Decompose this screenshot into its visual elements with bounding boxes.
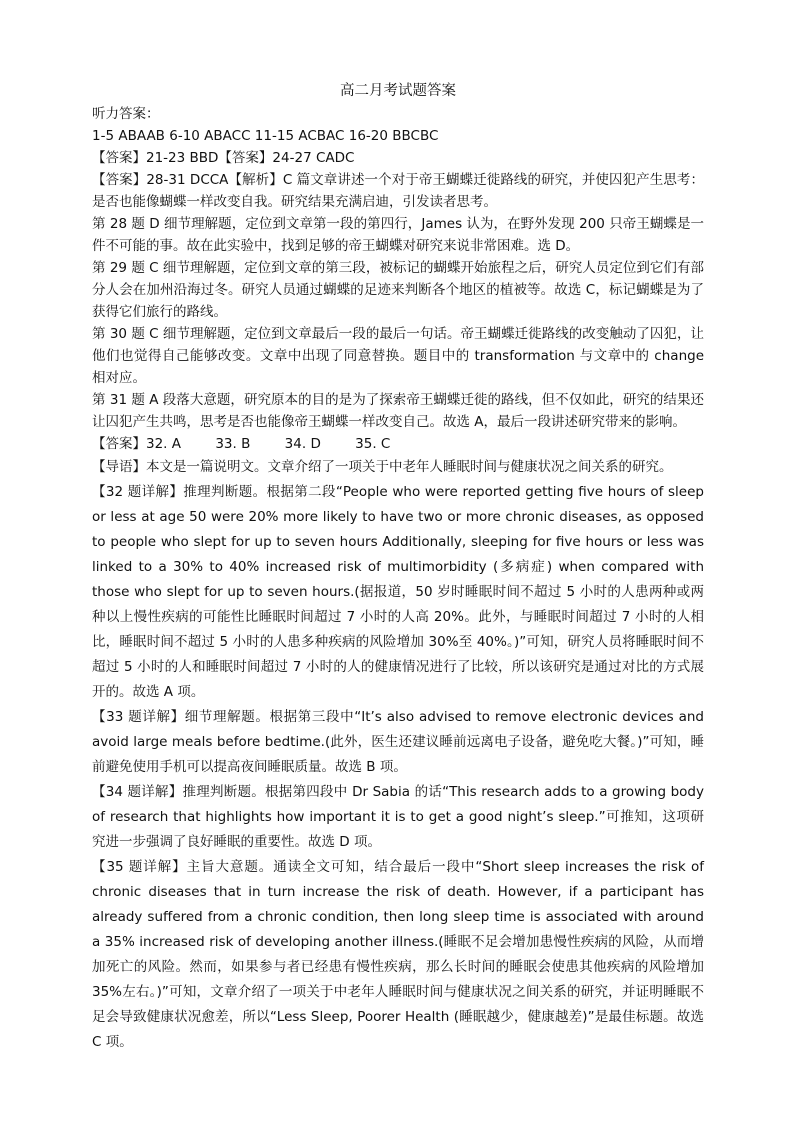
explanation-q29: 第 29 题 C 细节理解题，定位到文章的第三段，被标记的蝴蝶开始旅程之后，研究人员定位到它们有部分人会在加州沿海过冬。研究人员通过蝴蝶的足迹来判断各个地区的植被等。故选 C，标记蝴蝶是为了获得它们旅行的路线。 <box>92 260 704 320</box>
explanation-q35: 【35 题详解】主旨大意题。通读全文可知，结合最后一段中“Short sleep increases the risk of chronic diseases that in turn increase the risk of death. However, if a participant has already suffered from a chronic condition, then long sleep time is associated with around a 35% increased risk of developing another illness.(睡眠不足会增加患慢性疾病的风险，从而增加死亡的风险。然而，如果参与者已经患有慢性疾病，那么长时间的睡眠会使患其他疾病的风险增加 35%左右。)”可知，文章介绍了一项关于中老年人睡眠时间与健康状况之间关系的研究，并证明睡眠不足会导致健康状况愈差，所以“Less Sleep, Poorer Health (睡眠越少，健康越差)”是最佳标题。故选 C 项。 <box>92 859 704 1050</box>
page-title: 高二月考试题答案 <box>340 83 456 99</box>
explanation-q31: 第 31 题 A 段落大意题，研究原本的目的是为了探索帝王蝴蝶迁徙的路线，但不仅如此，研究的结果还让囚犯产生共鸣，思考是否也能像帝王蝴蝶一样改变自己。故选 A，最后一段讲述研究带来的影响。 <box>92 392 704 430</box>
explanation-q34: 【34 题详解】推理判断题。根据第四段中 Dr Sabia 的话“This research adds to a growing body of research that highlights how important it is to get a good night’s sleep.”可推知，这项研究进一步强调了良好睡眠的重要性。故选 D 项。 <box>92 784 704 850</box>
answer-sheet-page <box>92 80 704 1055</box>
listening-answers-line: 1-5 ABAAB 6-10 ABACC 11-15 ACBAC 16-20 BBCBC <box>92 128 439 144</box>
explanation-q32: 【32 题详解】推理判断题。根据第二段“People who were reported getting five hours of sleep or less at age 50 were 20% more likely to have two or more chronic diseases, as opposed to people who slept for up to seven hours Additionally, sleeping for five hours or less was linked to a 30% to 40% increased risk of multimorbidity (多病症) when compared with those who slept for up to seven hours.(据报道，50 岁时睡眠时间不超过 5 小时的人患两种或两种以上慢性疾病的可能性比睡眠时间超过 7 小时的人高 20%。此外，与睡眠时间超过 7 小时的人相比，睡眠时间不超过 5 小时的人患多种疾病的风险增加 30%至 40%。)”可知，研究人员将睡眠时间不超过 5 小时的人和睡眠时间超过 7 小时的人的健康情况进行了比较，所以该研究是通过对比的方式展开的。故选 A 项。 <box>92 484 704 700</box>
reading-d-answer: 【答案】32. A 33. B 34. D 35. C <box>92 436 391 452</box>
reading-c-answer: 【答案】28-31 DCCA【解析】C 篇文章讲述一个对于帝王蝴蝶迁徙路线的研究，并使囚犯产生思考：是否也能像蝴蝶一样改变自我。研究结果充满启迪，引发读者思考。 <box>92 172 704 210</box>
reading-d-guide: 【导语】本文是一篇说明文。文章介绍了一项关于中老年人睡眠时间与健康状况之间关系的研究。 <box>92 459 673 475</box>
explanation-q30: 第 30 题 C 细节理解题，定位到文章最后一段的最后一句话。帝王蝴蝶迁徙路线的改变触动了囚犯，让他们也觉得自己能够改变。文章中出现了同意替换。题目中的 transformation 与文章中的 change 相对应。 <box>92 326 704 386</box>
explanation-q33: 【33 题详解】细节理解题。根据第三段中“It’s also advised to remove electronic devices and avoid large meals before bedtime.(此外，医生还建议睡前远离电子设备，避免吃大餐。)”可知，睡前避免使用手机可以提高夜间睡眠质量。故选 B 项。 <box>92 709 704 775</box>
explanation-q28: 第 28 题 D 细节理解题，定位到文章第一段的第四行，James 认为，在野外发现 200 只帝王蝴蝶是一件不可能的事。故在此实验中，找到足够的帝王蝴蝶对研究来说非常困难。选 D。 <box>92 216 704 254</box>
listening-label: 听力答案： <box>92 106 160 122</box>
reading-ab-answers-line: 【答案】21-23 BBD【答案】24-27 CADC <box>92 150 355 166</box>
